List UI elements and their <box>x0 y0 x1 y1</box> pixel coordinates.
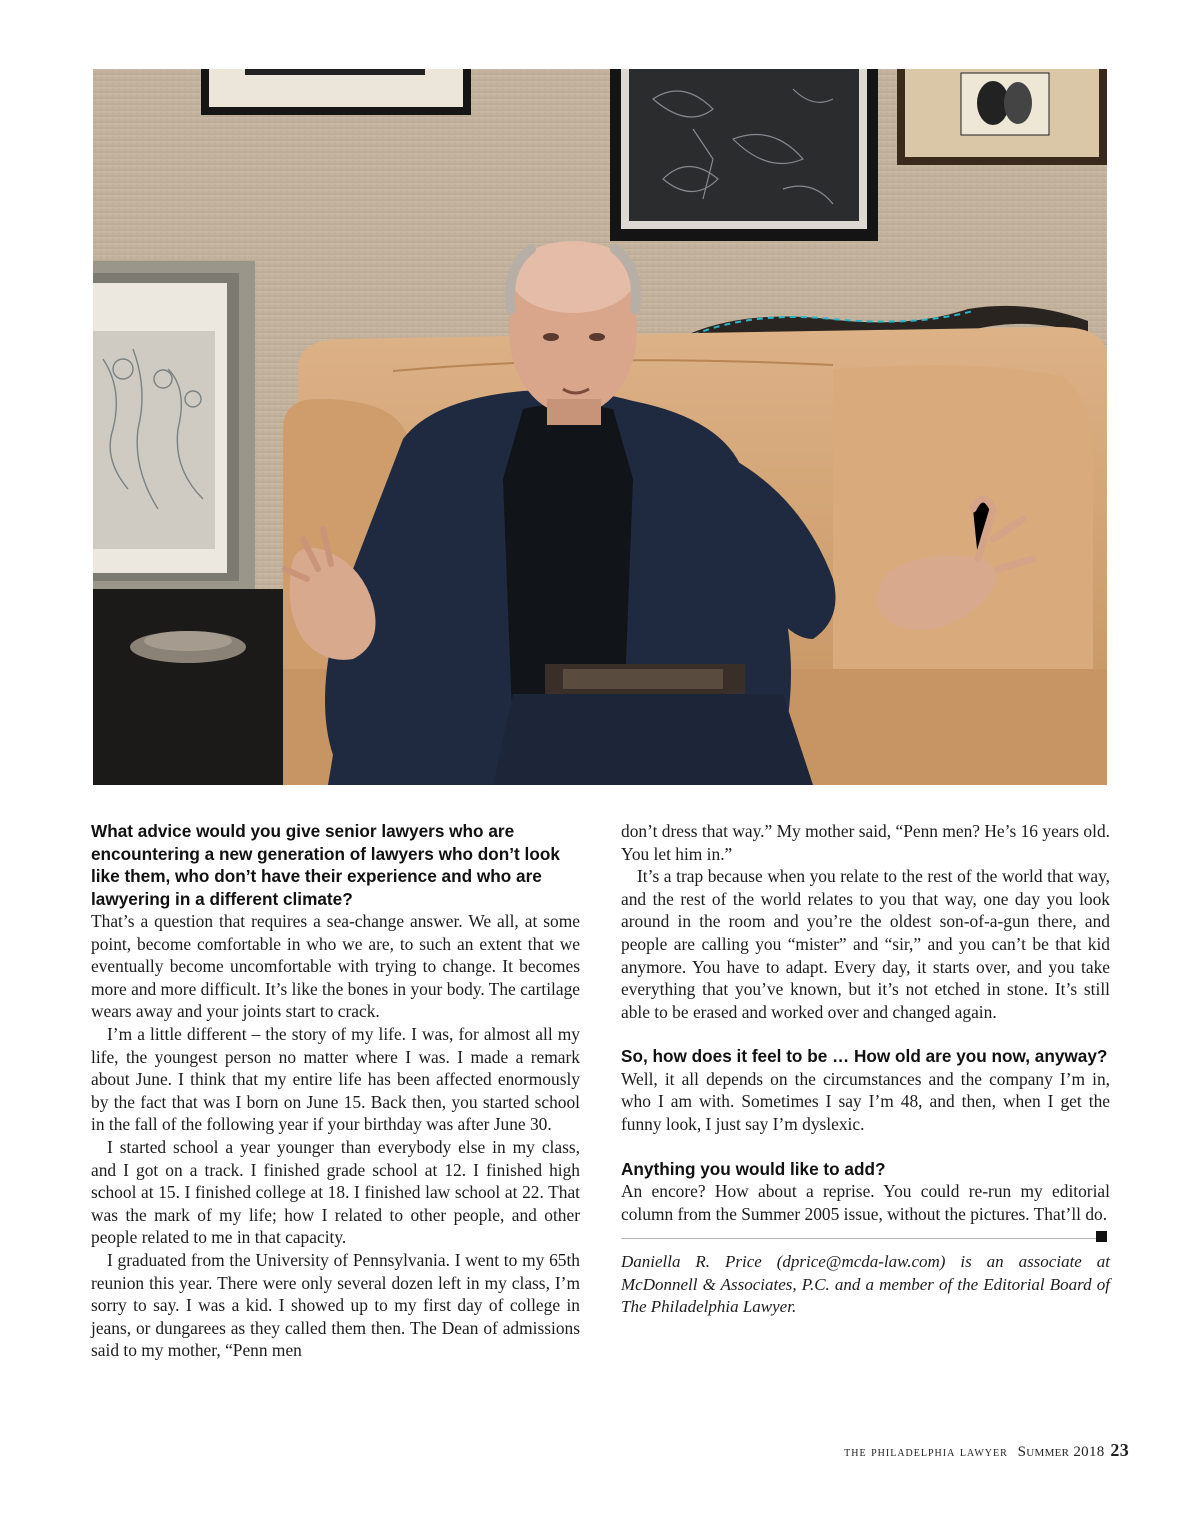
footer-publication: the philadelphia lawyer <box>844 1445 1008 1460</box>
answer-age: Well, it all depends on the circumstances and the company I’m in, who I am with. Sometimes I say I’m 48, and then, when I get the funny look, I just say I’m dyslexic. <box>621 1068 1110 1135</box>
interview-photo <box>93 69 1107 785</box>
answer-add-text: An encore? How about a reprise. You could re-run my editorial column from the Summer 2005 issue, without the pictures. That’ll do. <box>621 1181 1110 1224</box>
answer-paragraph: I’m a little different – the story of my life. I was, for almost all my life, the youngest person no matter where I was. I made a remark about June. I think that my entire life has been affected enormously by the fact that was I born on June 15. Back then, you started school in the fall of the following year if your birthday was after June 30. <box>91 1023 580 1135</box>
question-age: So, how does it feel to be … How old are you now, anyway? <box>621 1046 1108 1067</box>
author-bio: Daniella R. Price (dprice@mcda-law.com) is an associate at McDonnell & Associates, P.C. and a member of the Editorial Board of The Philadelphia Lawyer. <box>621 1252 1110 1317</box>
page-number: 23 <box>1110 1440 1129 1460</box>
page-footer <box>844 1440 1129 1461</box>
answer-paragraph-continued: don’t dress that way.” My mother said, “Penn men? He’s 16 years old. You let him in.” <box>621 821 1110 864</box>
question-add: Anything you would like to add? <box>621 1158 886 1179</box>
answer-paragraph: I started school a year younger than everybody else in my class, and I got on a track. I finished grade school at 12. I finished high school at 15. I finished college at 18. I finished law school at 22. That was the mark of my life; how I related to other people, and other people related to me in that capacity. <box>91 1136 580 1248</box>
photo-illustration <box>93 69 1107 785</box>
question-advice: What advice would you give senior lawyers who are encountering a new generation of lawyers who don’t look like them, who don’t have their experience and who are lawyering in a different climate? <box>91 821 560 909</box>
text-column-left <box>91 820 580 1362</box>
bio-divider <box>621 1238 1096 1239</box>
end-of-article-mark-icon <box>1096 1231 1107 1242</box>
text-column-right <box>621 820 1110 1319</box>
answer-paragraph: It’s a trap because when you relate to the rest of the world that way, and the rest of the world relates to you that way, one day you look around in the room and you’re the oldest son-of-a-gun there, and people are calling you “mister” and “sir,” and you can’t be that kid anymore. You have to adapt. Every day, it starts over, and you take everything that you’ve known, but it’s not etched in stone. It’s still able to be erased and worked over and changed again. <box>621 866 1110 1022</box>
footer-issue: Summer 2018 <box>1017 1444 1105 1460</box>
answer-add <box>621 1180 1110 1225</box>
answer-paragraph: That’s a question that requires a sea-change answer. We all, at some point, become comfortable in who we are, to such an extent that we eventually become uncomfortable with trying to change. It becomes more and more difficult. It’s like the bones in your body. The cartilage wears away and your joints start to crack. <box>91 911 580 1022</box>
answer-paragraph: I graduated from the University of Pennsylvania. I went to my 65th reunion this year. There were only several dozen left in my class, I’m sorry to say. I was a kid. I showed up to my first day of college in jeans, or dungarees as they called them then. The Dean of admissions said to my mother, “Penn men <box>91 1249 580 1361</box>
